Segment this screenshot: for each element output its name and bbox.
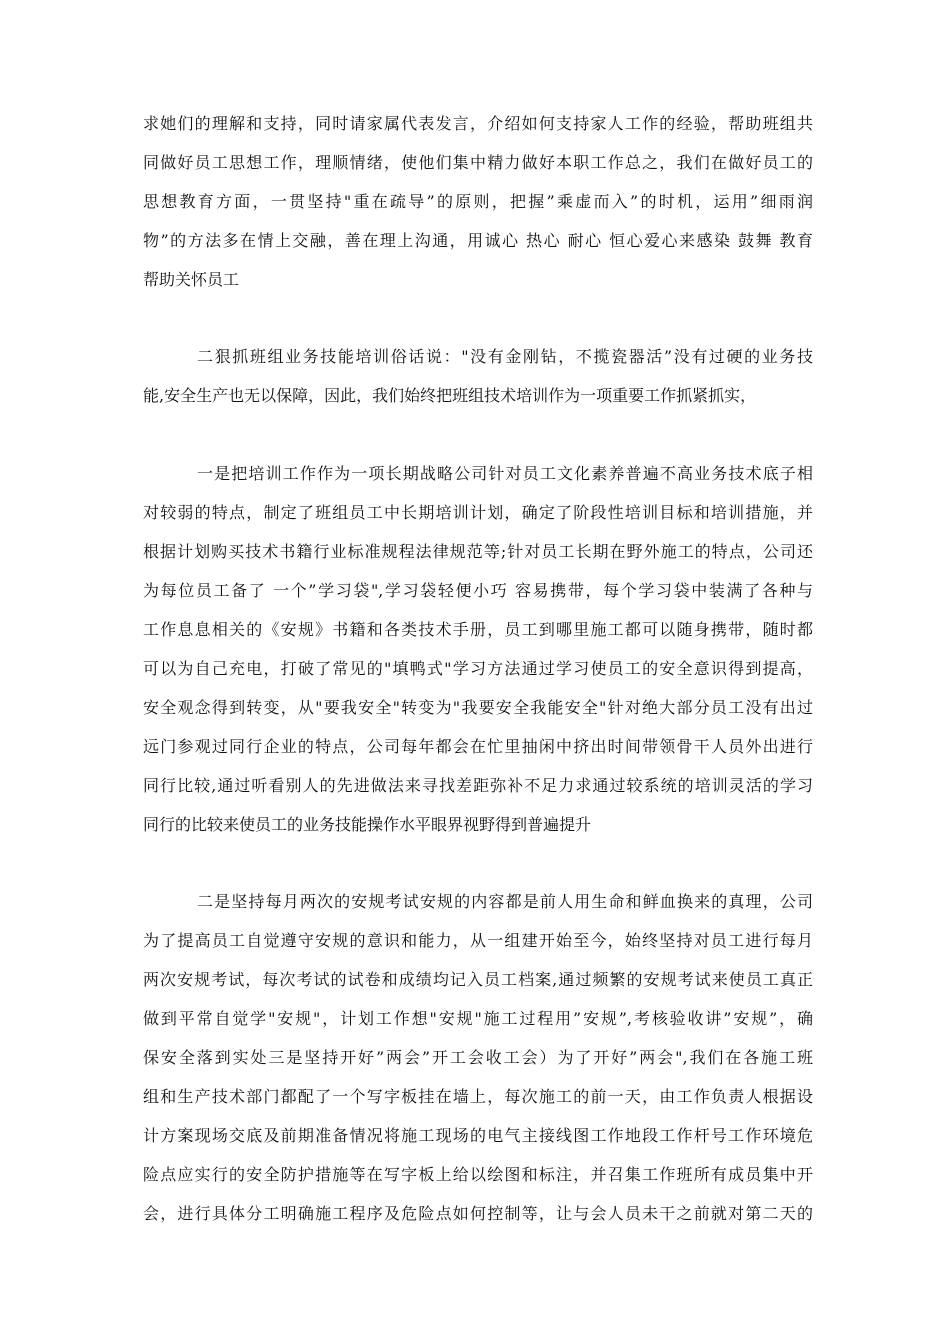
paragraph-3-line-5: 工作息息相关的《安规》书籍和各类技术手册，员工到哪里施工都可以随身携带，随时都 xyxy=(143,620,813,639)
paragraph-4-line-6: 组和生产技术部门都配了一个写字板挂在墙上，每次施工的前一天，由工作负责人根据设 xyxy=(143,1087,813,1106)
paragraph-2-line-2: 能,安全生产也无以保障，因此，我们始终把班组技术培训作为一项重要工作抓紧抓实， xyxy=(143,386,757,405)
paragraph-3-line-6: 可以为自己充电，打破了常见的"填鸭式"学习方法通过学习使员工的安全意识得到提高， xyxy=(143,659,813,678)
paragraph-4-line-9: 会，进行具体分工明确施工程序及危险点如何控制等，让与会人员未干之前就对第二天的 xyxy=(143,1204,813,1223)
paragraph-3-line-2: 对较弱的特点，制定了班组员工中长期培训计划，确定了阶段性培训目标和培训措施，并 xyxy=(143,503,813,522)
paragraph-1-line-3: 思想教育方面，一贯坚持"重在疏导”的原则，把握”乘虚而入”的时机，运用”细雨润 xyxy=(143,192,813,211)
paragraph-4-line-3: 两次安规考试，每次考试的试卷和成绩均记入员工档案,通过频繁的安规考试来使员工真正 xyxy=(143,970,813,989)
paragraph-3-line-3: 根据计划购买技术书籍行业标准规程法律规范等;针对员工长期在野外施工的特点，公司还 xyxy=(143,542,813,561)
paragraph-4-line-1: 二是坚持每月两次的安规考试安规的内容都是前人用生命和鲜血换来的真理，公司 xyxy=(197,892,813,911)
paragraph-1-line-4: 物”的方法多在情上交融，善在理上沟通，用诚心 热心 耐心 恒心爱心来感染 鼓舞 教育 xyxy=(143,231,813,250)
paragraph-4-line-2: 为了提高员工自觉遵守安规的意识和能力，从一组建开始至今，始终坚持对员工进行每月 xyxy=(143,931,813,950)
paragraph-2-line-1: 二狠抓班组业务技能培训俗话说："没有金刚钻，不揽瓷器活”没有过硬的业务技 xyxy=(197,347,813,366)
paragraph-3-line-10: 同行的比较来使员工的业务技能操作水平眼界视野得到普遍提升 xyxy=(143,815,592,834)
paragraph-3-line-4: 为每位员工备了 一个”学习袋",学习袋轻便小巧 容易携带，每个学习袋中装满了各种与 xyxy=(143,581,813,600)
paragraph-4-line-7: 计方案现场交底及前期准备情况将施工现场的电气主接线图工作地段工作杆号工作环境危 xyxy=(143,1126,813,1145)
paragraph-4-line-8: 险点应实行的安全防护措施等在写字板上给以绘图和标注，并召集工作班所有成员集中开 xyxy=(143,1165,813,1184)
paragraph-1-line-2: 同做好员工思想工作，理顺情绪，使他们集中精力做好本职工作总之，我们在做好员工的 xyxy=(143,153,813,172)
paragraph-3-line-7: 安全观念得到转变，从"要我安全"转变为"我要安全我能安全"针对绝大部分员工没有出过 xyxy=(143,698,813,717)
paragraph-3-line-9: 同行比较,通过听看别人的先进做法来寻找差距弥补不足力求通过较系统的培训灵活的学习 xyxy=(143,776,813,795)
paragraph-3-line-1: 一是把培训工作作为一项长期战略公司针对员工文化素养普遍不高业务技术底子相 xyxy=(197,464,813,483)
paragraph-4-line-4: 做到平常自觉学"安规"，计划工作想"安规"施工过程用”安规”,考核验收讲”安规”，确 xyxy=(143,1009,813,1028)
paragraph-1-line-5: 帮助关怀员工 xyxy=(143,270,240,289)
paragraph-3-line-8: 远门参观过同行企业的特点，公司每年都会在忙里抽闲中挤出时间带领骨干人员外出进行 xyxy=(143,737,813,756)
paragraph-1-line-1: 求她们的理解和支持，同时请家属代表发言，介绍如何支持家人工作的经验，帮助班组共 xyxy=(143,114,813,133)
paragraph-4-line-5: 保安全落到实处三是坚持开好”两会”开工会收工会）为了开好”两会",我们在各施工班 xyxy=(143,1048,813,1067)
